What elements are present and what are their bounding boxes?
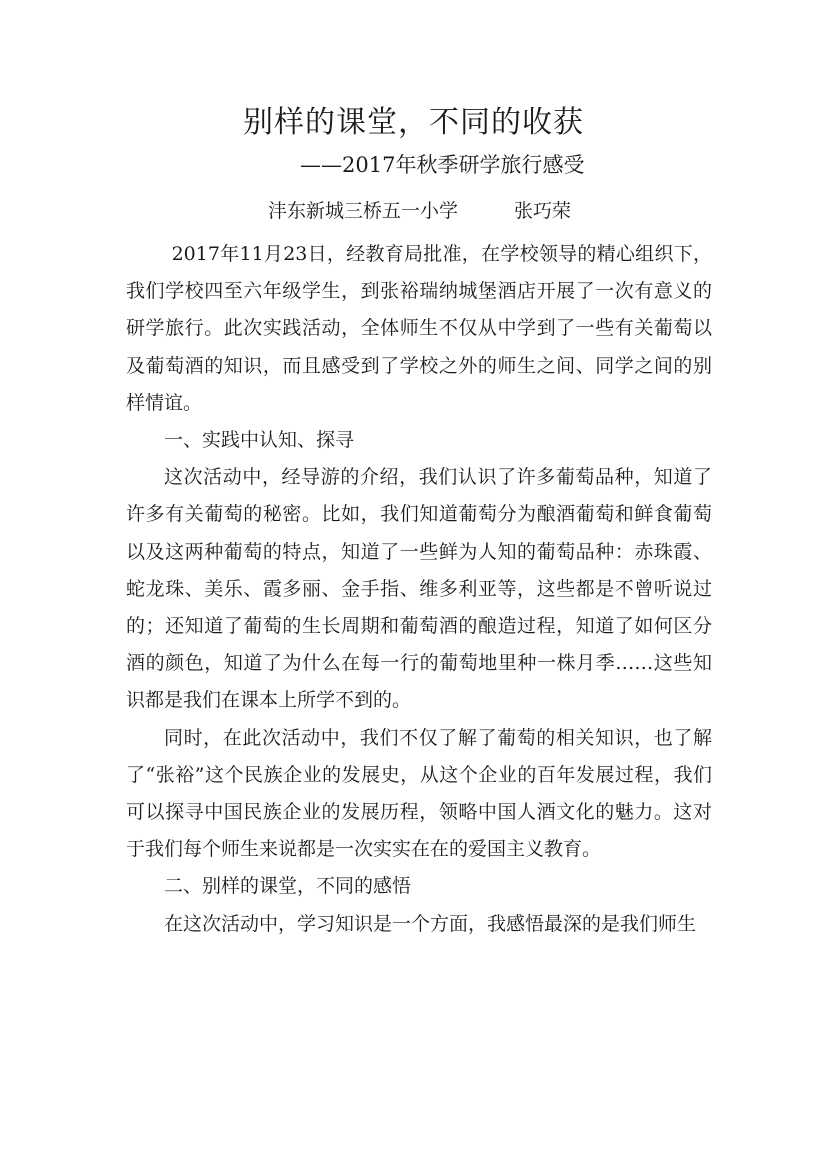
paragraph-practice: 这次活动中，经导游的介绍，我们认识了许多葡萄品种，知道了许多有关葡萄的秘密。比如，我们知道葡萄分为酿酒葡萄和鲜食葡萄以及这两种葡萄的特点，知道了一些鲜为人知的葡萄品种：赤珠霞、蛇龙珠、美乐、霞多丽、金手指、维多利亚等，这些都是不曾听说过的；还知道了葡萄的生长周期和葡萄酒的酿造过程，知道了如何区分酒的颜色，知道了为什么在每一行的葡萄地里种一株月季……这些知识都是我们在课本上所学不到的。 <box>126 466 712 712</box>
document-subtitle: ——2017年秋季研学旅行感受 <box>300 153 585 177</box>
paragraph-intro: 2017年11月23日，经教育局批准，在学校领导的精心组织下，我们学校四至六年级学生，到张裕瑞纳城堡酒店开展了一次有意义的研学旅行。此次实践活动，全体师生不仅从中学到了一些有关葡萄以及葡萄酒的知识，而且感受到了学校之外的师生之间、同学之间的别样情谊。 <box>126 243 712 414</box>
paragraph-insight: 在这次活动中，学习知识是一个方面，我感悟最深的是我们师生 <box>164 912 697 935</box>
author-school: 沣东新城三桥五一小学 <box>268 200 459 222</box>
section-heading-2: 二、别样的课堂，不同的感悟 <box>164 875 412 898</box>
document-title: 别样的课堂，不同的收获 <box>243 105 584 140</box>
author-name: 张巧荣 <box>514 200 572 222</box>
paragraph-history: 同时，在此次活动中，我们不仅了解了葡萄的相关知识，也了解了“张裕”这个民族企业的发展史，从这个企业的百年发展过程，我们可以探寻中国民族企业的发展历程，领略中国人酒文化的魅力。这对于我们每个师生来说都是一次实实在在的爱国主义教育。 <box>126 726 712 861</box>
author-line <box>268 196 571 226</box>
section-heading-1: 一、实践中认知、探寻 <box>164 429 355 452</box>
document-body <box>126 236 712 943</box>
